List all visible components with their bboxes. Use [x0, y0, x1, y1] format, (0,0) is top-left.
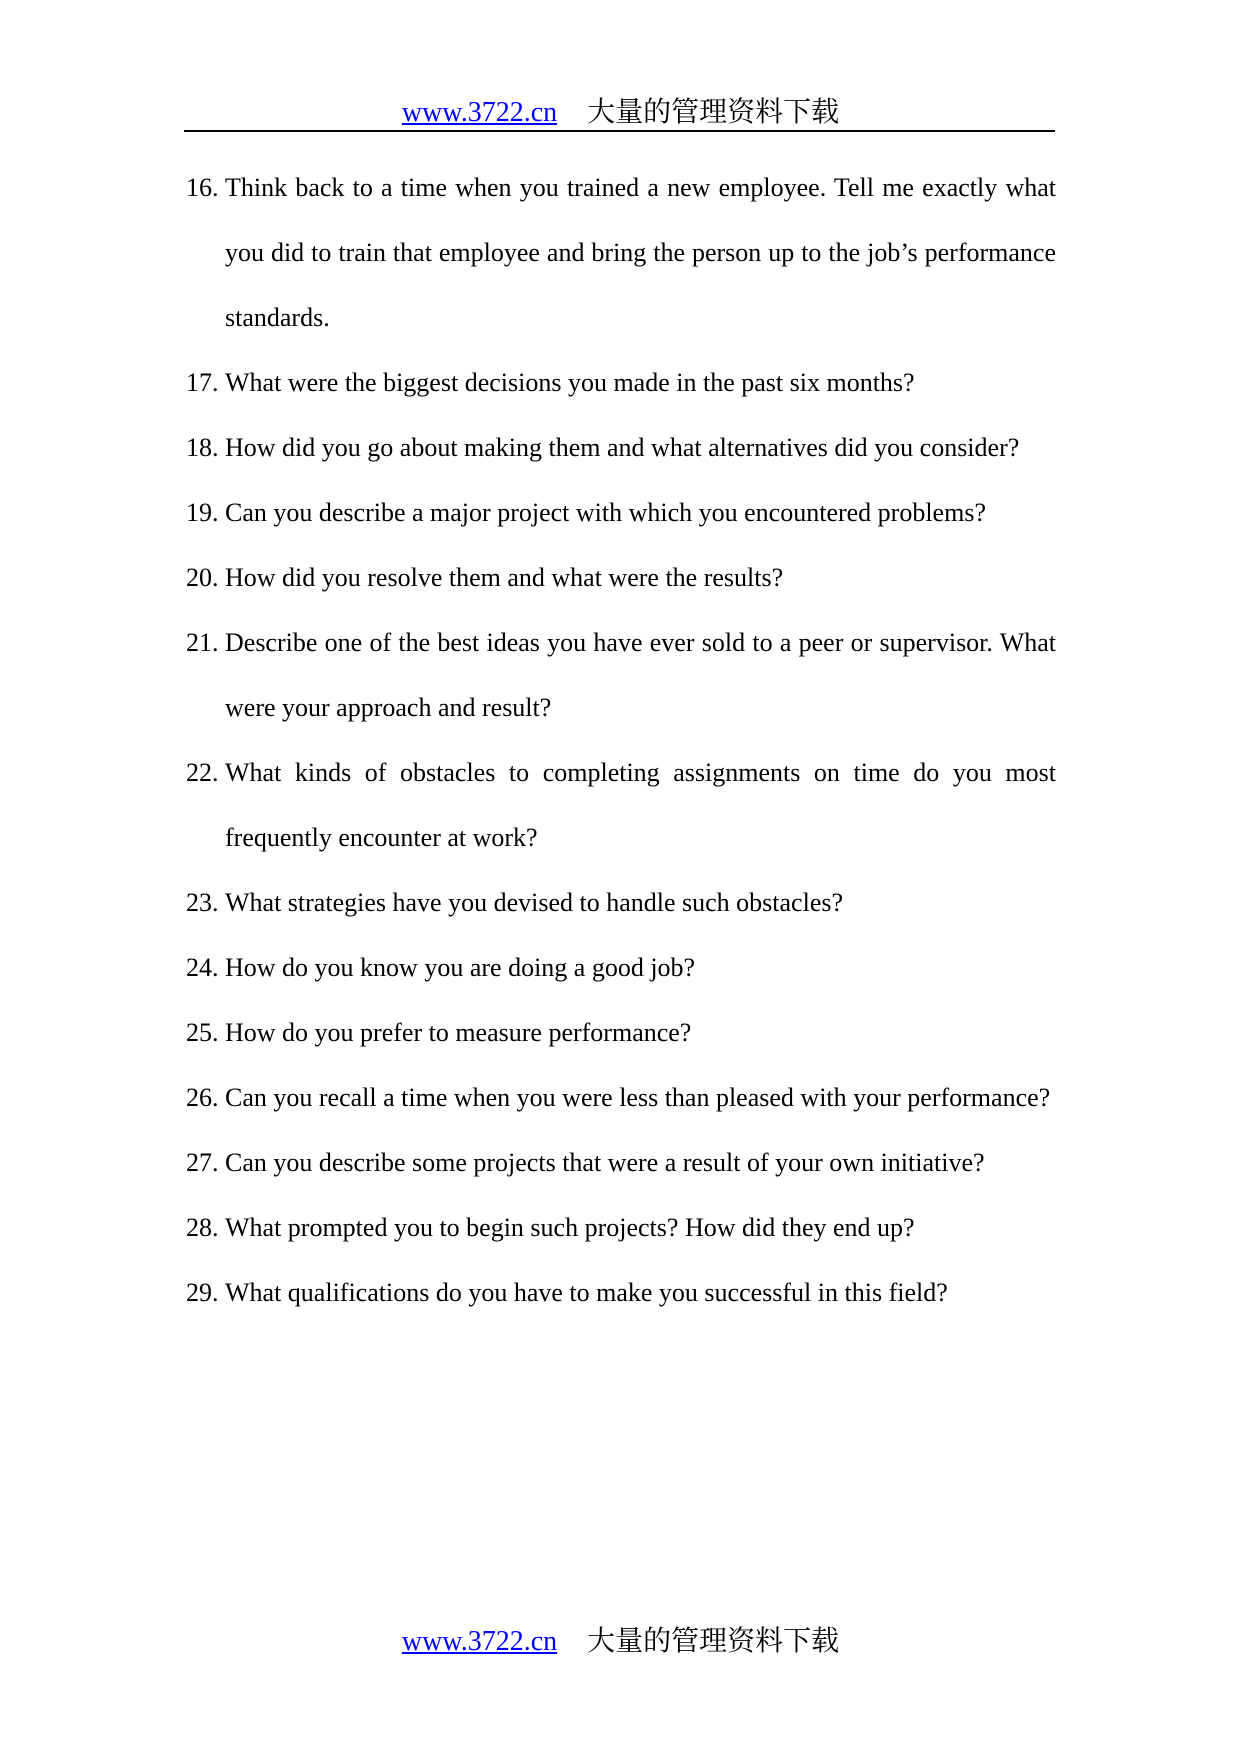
footer-tagline: 大量的管理资料下载 [587, 1626, 840, 1657]
question-number: 29. [186, 1278, 219, 1307]
question-item [186, 610, 1056, 740]
footer-site-link[interactable]: www.3722.cn [401, 1626, 558, 1657]
question-text: How do you prefer to measure performance? [225, 1018, 692, 1047]
question-text: How do you know you are doing a good job? [225, 953, 696, 982]
question-item [186, 415, 1056, 480]
question-number: 20. [186, 563, 219, 592]
question-text: Describe one of the best ideas you have ever sold to a peer or supervisor. What were your approach and result? [225, 628, 1056, 722]
header-divider [184, 130, 1055, 132]
question-item [186, 545, 1056, 610]
question-item [186, 1260, 1056, 1325]
question-list [186, 155, 1056, 1325]
question-text: What were the biggest decisions you made in the past six months? [225, 368, 915, 397]
page-header [0, 90, 1241, 130]
question-number: 24. [186, 953, 219, 982]
question-text: Can you recall a time when you were less than pleased with your performance? [225, 1083, 1051, 1112]
question-item [186, 155, 1056, 350]
question-text: What qualifications do you have to make you successful in this field? [225, 1278, 948, 1307]
question-item [186, 350, 1056, 415]
question-text: Think back to a time when you trained a new employee. Tell me exactly what you did to train that employee and bring the person up to the job’s performance standards. [225, 173, 1056, 332]
question-number: 22. [186, 758, 219, 787]
question-number: 18. [186, 433, 219, 462]
question-item [186, 1000, 1056, 1065]
question-number: 21. [186, 628, 219, 657]
question-number: 17. [186, 368, 219, 397]
question-number: 19. [186, 498, 219, 527]
question-number: 28. [186, 1213, 219, 1242]
question-item [186, 870, 1056, 935]
question-text: What prompted you to begin such projects? How did they end up? [225, 1213, 915, 1242]
question-item [186, 1065, 1056, 1130]
question-text: Can you describe some projects that were a result of your own initiative? [225, 1148, 985, 1177]
header-site-link[interactable]: www.3722.cn [401, 97, 558, 128]
question-text: What strategies have you devised to handle such obstacles? [225, 888, 844, 917]
question-item [186, 1130, 1056, 1195]
question-text: How did you go about making them and what alternatives did you consider? [225, 433, 1020, 462]
question-text: How did you resolve them and what were the results? [225, 563, 784, 592]
question-text: Can you describe a major project with which you encountered problems? [225, 498, 986, 527]
question-item [186, 480, 1056, 545]
question-number: 25. [186, 1018, 219, 1047]
question-number: 26. [186, 1083, 219, 1112]
question-item [186, 935, 1056, 1000]
question-item [186, 740, 1056, 870]
header-tagline: 大量的管理资料下载 [587, 97, 840, 128]
question-number: 27. [186, 1148, 219, 1177]
page-footer [0, 1619, 1241, 1659]
question-number: 23. [186, 888, 219, 917]
question-item [186, 1195, 1056, 1260]
question-number: 16. [186, 173, 219, 202]
question-text: What kinds of obstacles to completing assignments on time do you most frequently encounter at work? [225, 758, 1056, 852]
